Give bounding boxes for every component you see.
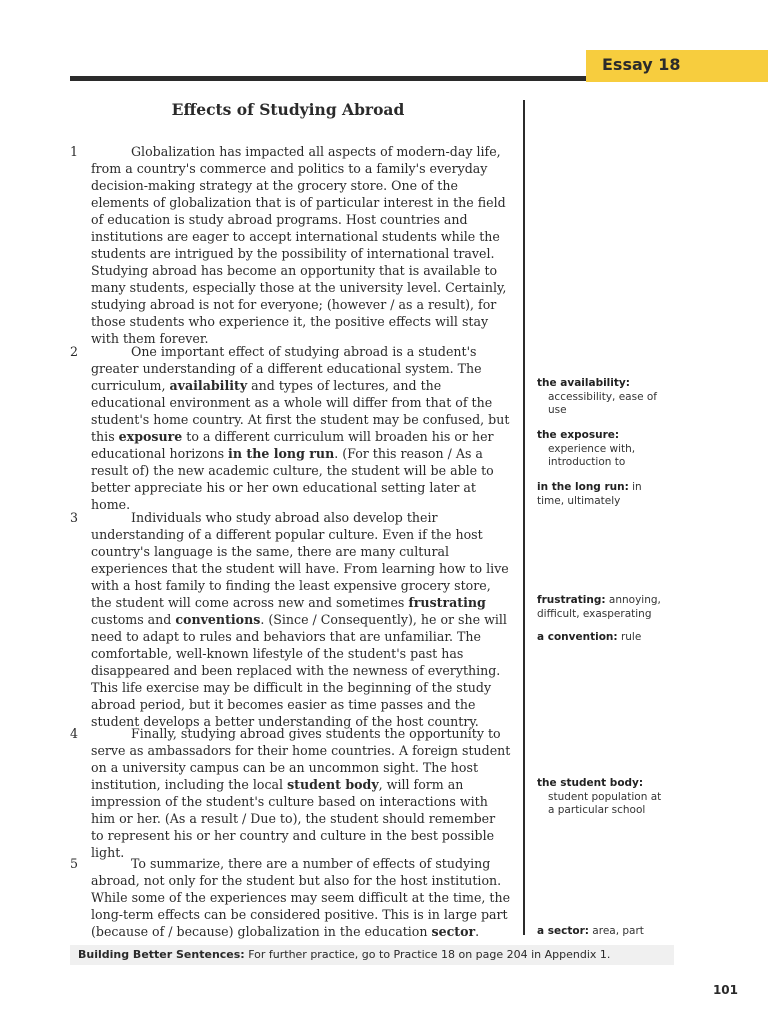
glossary-exposure: the exposure: experience with, introduction to xyxy=(537,429,636,468)
header-rule xyxy=(70,76,590,81)
keyword-long-run: in the long run xyxy=(228,446,335,461)
keyword-frustrating: frustrating xyxy=(408,595,486,610)
glossary-student-body: the student body: student population at a particular school xyxy=(537,777,662,816)
essay-label: Essay 18 xyxy=(602,55,681,74)
glossary-frustrating: frustrating: annoying, difficult, exasperating xyxy=(537,594,661,620)
paragraph-number: 1 xyxy=(70,144,79,159)
paragraph-5 xyxy=(91,855,511,940)
glossary-sector: a sector: area, part xyxy=(537,925,644,937)
page-number: 101 xyxy=(712,983,738,997)
paragraph-1 xyxy=(91,143,511,347)
paragraph-text: Globalization has impacted all aspects of modern-day life, from a country's commerce and politics to a family's everyday decision-making strategy at the grocery store. One of the elements of globalization that is of particular interest in the field of education is study abroad programs. Host countries and institutions are eager to accept international students while the students are intrigued by the possibility of international travel. Studying abroad has become an opportunity that is available to many students, especially those at the university level. Certainly, studying abroad is not for everyone; (however / as a result), for those students who experience it, the positive effects will stay with them forever. xyxy=(91,144,507,346)
paragraph-4 xyxy=(91,725,511,861)
margin-divider xyxy=(523,100,525,935)
paragraph-3 xyxy=(91,509,511,730)
paragraph-number: 3 xyxy=(70,510,79,525)
paragraph-text: To summarize, there are a number of effects of studying abroad, not only for the student but also for the host institution. While some of the experiences may seem difficult at the time, the long-term effects can be considered positive. This is in large part (because of / because) globalization in the education sector. xyxy=(91,856,511,939)
keyword-exposure: exposure xyxy=(118,429,183,444)
keyword-conventions: conventions xyxy=(175,612,261,627)
keyword-availability: availability xyxy=(169,378,248,393)
paragraph-number: 4 xyxy=(70,726,79,741)
keyword-student-body: student body xyxy=(287,777,379,792)
bbs-text: For further practice, go to Practice 18 on page 204 in Appendix 1. xyxy=(244,948,611,961)
building-better-sentences-bar xyxy=(70,945,674,965)
page-title: Effects of Studying Abroad xyxy=(171,100,405,119)
glossary-availability: the availability: accessibility, ease of use xyxy=(537,377,658,416)
bbs-label: Building Better Sentences: xyxy=(78,948,245,961)
essay-tab xyxy=(586,50,768,82)
paragraph-number: 2 xyxy=(70,344,79,359)
glossary-long-run: in the long run: in time, ultimately xyxy=(537,481,642,507)
glossary-convention: a convention: rule xyxy=(537,631,642,643)
paragraph-2 xyxy=(91,343,511,513)
paragraph-text: One important effect of studying abroad is a student's greater understanding of a different educational system. The curriculum, availability and types of lectures, and the educational environment as a whole will differ from that of the student's home country. At first the student may be confused, but this exposure to a different curriculum will broaden his or her educational horizons in the long run. (For this reason / As a result of) the new academic culture, the student will be able to better appreciate his or her own educational setting later at home. xyxy=(91,344,510,512)
keyword-sector: sector xyxy=(431,924,476,939)
paragraph-text: Finally, studying abroad gives students the opportunity to serve as ambassadors for their home countries. A foreign student on a university campus can be an uncommon sight. The host institution, including the local student body, will form an impression of the student's culture based on interactions with him or her. (As a result / Due to), the student should remember to represent his or her country and culture in the best possible light. xyxy=(91,726,511,860)
paragraph-text: Individuals who study abroad also develop their understanding of a different popular culture. Even if the host country's language is the same, there are many cultural experiences that the student will have. From learning how to live with a host family to finding the least expensive grocery store, the student will come across new and sometimes frustrating customs and conventions. (Since / Consequently), he or she will need to adapt to rules and behaviors that are unfamiliar. The comfortable, well-known lifestyle of the student's past has disappeared and been replaced with the newness of everything. This life exercise may be difficult in the beginning of the study abroad period, but it becomes easier as time passes and the student develops a better understanding of the host country. xyxy=(91,510,509,729)
paragraph-number: 5 xyxy=(70,856,79,871)
